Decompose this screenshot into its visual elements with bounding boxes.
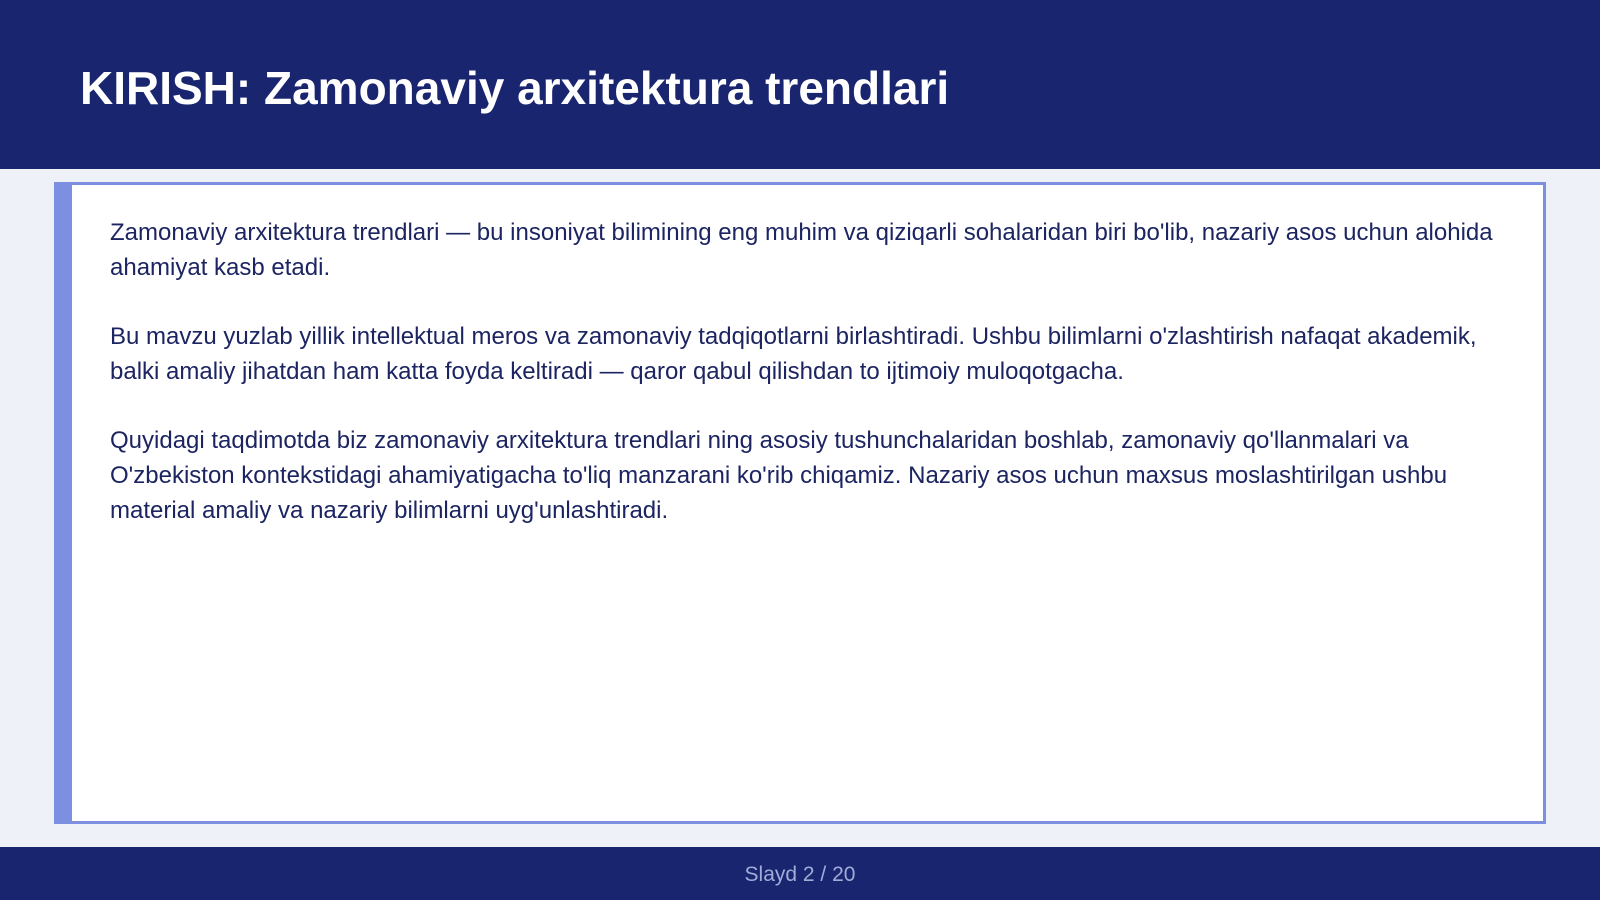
slide-footer: [0, 847, 1600, 900]
body-text: [110, 215, 1500, 562]
paragraph-1: Zamonaviy arxitektura trendlari — bu insoniyat bilimining eng muhim va qiziqarli sohalaridan biri bo'lib, nazariy asos uchun alohida ahamiyat kasb etadi.: [110, 219, 1493, 281]
slide-header: [0, 0, 1600, 169]
slide-number: Slayd 2 / 20: [744, 863, 856, 886]
paragraph-2: Bu mavzu yuzlab yillik intellektual meros va zamonaviy tadqiqotlarni birlashtiradi. Ushbu bilimlarni o'zlashtirish nafaqat akademik, balki amaliy jihatdan ham katta foyda keltiradi — qaror qabul qilishdan to ijtimoiy muloqotgacha.: [110, 323, 1477, 385]
paragraph-3: Quyidagi taqdimotda biz zamonaviy arxitektura trendlari ning asosiy tushunchalaridan boshlab, zamonaviy qo'llanmalari va O'zbekiston kontekstidagi ahamiyatigacha to'liq manzarani ko'rib chiqamiz. Nazariy asos uchun maxsus moslashtirilgan ushbu material amaliy va nazariy bilimlarni uyg'unlashtiradi.: [110, 427, 1448, 524]
content-card: [54, 182, 1546, 824]
slide-title: KIRISH: Zamonaviy arxitektura trendlari: [80, 62, 950, 114]
